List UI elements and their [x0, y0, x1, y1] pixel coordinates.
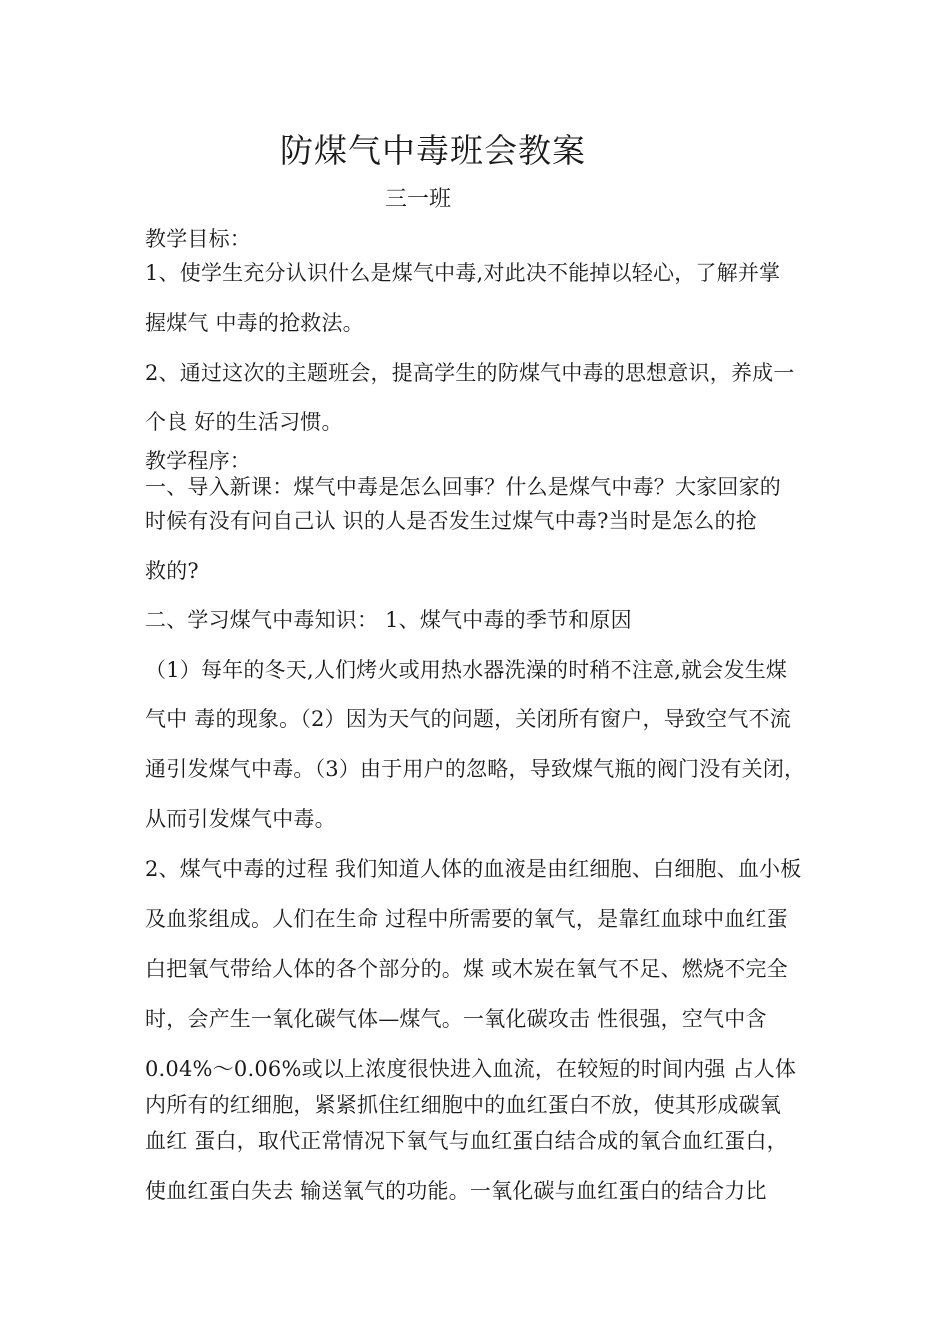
document-title: 防煤气中毒班会教案 [280, 131, 586, 170]
text-line: 使血红蛋白失去 输送氧气的功能。一氧化碳与血红蛋白的结合力比 [145, 1179, 767, 1203]
text-line: 2、煤气中毒的过程 我们知道人体的血液是由红细胞、白细胞、血小板 [145, 857, 802, 881]
text-line: 一、导入新课：煤气中毒是怎么回事？什么是煤气中毒？大家回家的 [145, 475, 781, 499]
text-line: 白把氧气带给人体的各个部分的。煤 或木炭在氧气不足、燃烧不完全 [145, 957, 788, 981]
text-line: 1、使学生充分认识什么是煤气中毒,对此决不能掉以轻心，了解并掌 [145, 261, 781, 285]
text-line: 内所有的红细胞，紧紧抓住红细胞中的血红蛋白不放，使其形成碳氧 [145, 1093, 781, 1117]
text-line: 及血浆组成。人们在生命 过程中所需要的氧气，是靠红血球中血红蛋 [145, 907, 788, 931]
text-line: 血红 蛋白，取代正常情况下氧气与血红蛋白结合成的氧合血红蛋白， [145, 1129, 788, 1153]
text-line: 时候有没有问自己认 识的人是否发生过煤气中毒?当时是怎么的抢 [145, 509, 757, 533]
text-line: 2、通过这次的主题班会，提高学生的防煤气中毒的思想意识，养成一 [145, 361, 795, 385]
text-line: 从而引发煤气中毒。 [145, 807, 336, 831]
text-line: 0.04%～0.06%或以上浓度很快进入血流，在较短的时间内强 占人体 [145, 1057, 797, 1081]
text-line: 握煤气 中毒的抢救法。 [145, 311, 364, 335]
text-line: （1）每年的冬天,人们烤火或用热水器洗澡的时稍不注意,就会发生煤 [145, 658, 788, 682]
text-line: 二、学习煤气中毒知识： 1、煤气中毒的季节和原因 [145, 608, 632, 632]
document-subtitle: 三一班 [385, 187, 452, 212]
text-line: 时，会产生一氧化碳气体—煤气。一氧化碳攻击 性很强，空气中含 [145, 1007, 767, 1031]
section-heading-procedure: 教学程序： [145, 449, 251, 473]
text-line: 气中 毒的现象。（2）因为天气的问题，关闭所有窗户，导致空气不流 [145, 707, 791, 731]
section-heading-objectives: 教学目标： [145, 227, 251, 251]
text-line: 个良 好的生活习惯。 [145, 410, 343, 434]
text-line: 救的? [145, 559, 199, 583]
text-line: 通引发煤气中毒。（3）由于用户的忽略，导致煤气瓶的阀门没有关闭， [145, 757, 806, 781]
